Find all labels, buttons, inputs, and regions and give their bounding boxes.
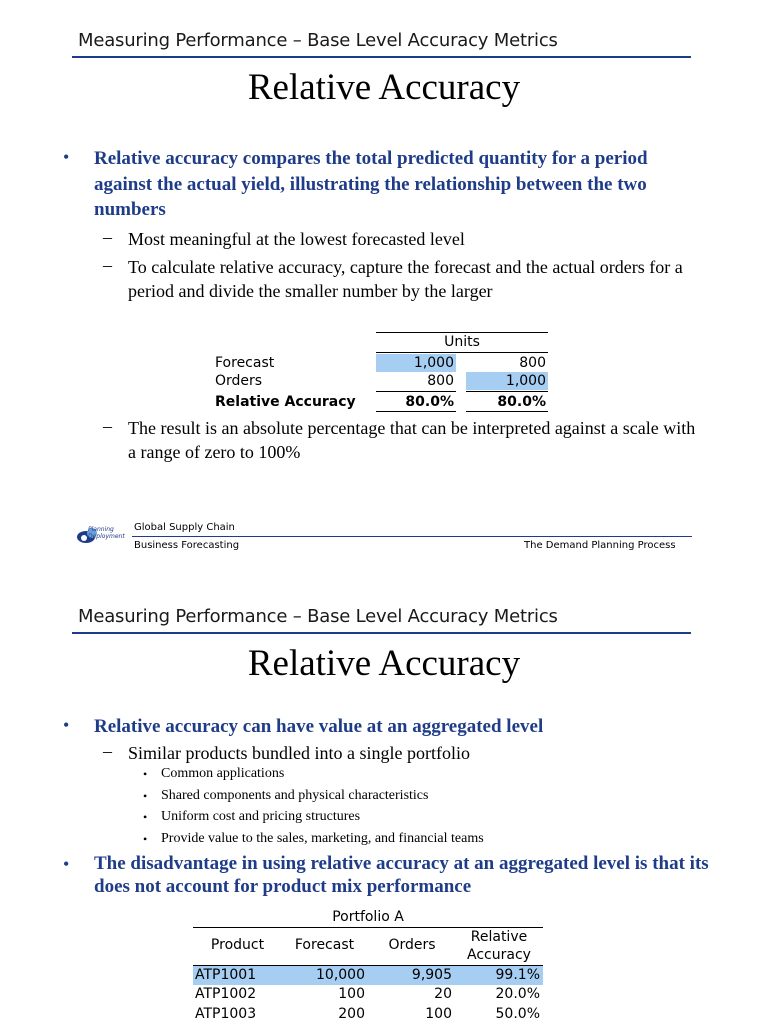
col-header-forecast: Forecast xyxy=(294,937,355,953)
bullet-aggregated: Relative accuracy can have value at an aggregated level xyxy=(94,716,544,737)
small-bullet-marker: • xyxy=(143,789,148,803)
table-row-forecast: 100 xyxy=(338,986,365,1002)
sub-bullet-portfolio: Similar products bundled into a single portfolio xyxy=(128,743,470,763)
dash-marker: – xyxy=(103,416,112,436)
small-bullet-3: Uniform cost and pricing structures xyxy=(161,809,361,824)
table-top-rule xyxy=(193,927,543,928)
row-label-relative-accuracy: Relative Accuracy xyxy=(215,394,356,410)
table-row-forecast: 10,000 xyxy=(316,967,365,983)
table-row-orders: 100 xyxy=(425,1006,452,1022)
dash-marker: – xyxy=(103,741,112,761)
header-rule xyxy=(72,56,691,58)
small-bullet-marker: • xyxy=(143,767,148,781)
dash-marker: – xyxy=(103,227,112,247)
small-bullet-1: Common applications xyxy=(161,766,285,781)
footer-rule xyxy=(132,536,692,537)
result-bullet: The result is an absolute percentage that can be interpreted against a scale with a range of zero to 100% xyxy=(128,418,696,462)
row-label-orders: Orders xyxy=(215,373,263,389)
slide-title: Relative Accuracy xyxy=(247,643,521,684)
table-row-forecast: 200 xyxy=(338,1006,365,1022)
table-row-product: ATP1002 xyxy=(195,986,257,1002)
bottom-rule-1 xyxy=(376,411,456,412)
table-header-rule xyxy=(376,352,548,353)
small-bullet-marker: • xyxy=(143,832,148,846)
table-row-product: ATP1001 xyxy=(195,967,257,983)
main-bullet: Relative accuracy compares the total predicted quantity for a period against the actual yield, illustrating the relationship between the two numbers xyxy=(94,148,648,220)
bullet-marker: • xyxy=(63,715,70,735)
table-row-accuracy: 99.1% xyxy=(495,967,540,983)
orders-value-1: 800 xyxy=(427,373,454,389)
footer-line-2: Business Forecasting xyxy=(134,540,240,551)
table-row-product: ATP1003 xyxy=(195,1006,257,1022)
footer-right: The Demand Planning Process xyxy=(524,540,676,551)
slide-header: Measuring Performance – Base Level Accuracy Metrics xyxy=(78,30,558,51)
header-rule xyxy=(72,632,691,634)
sub-bullet-2: To calculate relative accuracy, capture the forecast and the actual orders for a period and divide the smaller number by the larger xyxy=(128,257,683,301)
small-bullet-2: Shared components and physical characteristics xyxy=(161,788,429,803)
table-row-orders: 9,905 xyxy=(411,967,452,983)
col-header-orders: Orders xyxy=(388,937,436,953)
bullet-disadvantage: The disadvantage in using relative accuracy at an aggregated level is that its does not account for product mix performance xyxy=(94,853,709,897)
orders-value-2: 1,000 xyxy=(466,372,548,390)
col-header-accuracy: Accuracy xyxy=(467,947,531,963)
table-caption: Portfolio A xyxy=(332,909,404,925)
total-rule-1 xyxy=(376,391,456,392)
table-row-accuracy: 20.0% xyxy=(495,986,540,1002)
small-bullet-4: Provide value to the sales, marketing, and financial teams xyxy=(161,831,484,846)
col-header-product: Product xyxy=(210,937,265,953)
row-label-forecast: Forecast xyxy=(215,355,275,371)
col-header-relative: Relative xyxy=(470,929,528,945)
table-row-orders: 20 xyxy=(434,986,452,1002)
table-row-accuracy: 50.0% xyxy=(495,1006,540,1022)
accuracy-value-1: 80.0% xyxy=(405,394,454,410)
forecast-value-1: 1,000 xyxy=(376,354,456,372)
footer-line-1: Global Supply Chain xyxy=(134,522,235,533)
total-rule-2 xyxy=(466,391,548,392)
accuracy-value-2: 80.0% xyxy=(497,394,546,410)
bullet-marker: • xyxy=(63,147,70,167)
sub-bullet-1: Most meaningful at the lowest forecasted level xyxy=(128,229,465,249)
dash-marker: – xyxy=(103,255,112,275)
forecast-value-2: 800 xyxy=(519,355,546,371)
slide-title: Relative Accuracy xyxy=(247,67,521,108)
bottom-rule-2 xyxy=(466,411,548,412)
small-bullet-marker: • xyxy=(143,810,148,824)
table-top-rule xyxy=(376,332,548,333)
logo-word-1: Planning xyxy=(88,526,114,533)
table-header-units: Units xyxy=(444,334,480,350)
bullet-marker: • xyxy=(63,854,70,874)
slide-header: Measuring Performance – Base Level Accuracy Metrics xyxy=(78,606,558,627)
logo-word-2: Deployment xyxy=(88,533,125,540)
